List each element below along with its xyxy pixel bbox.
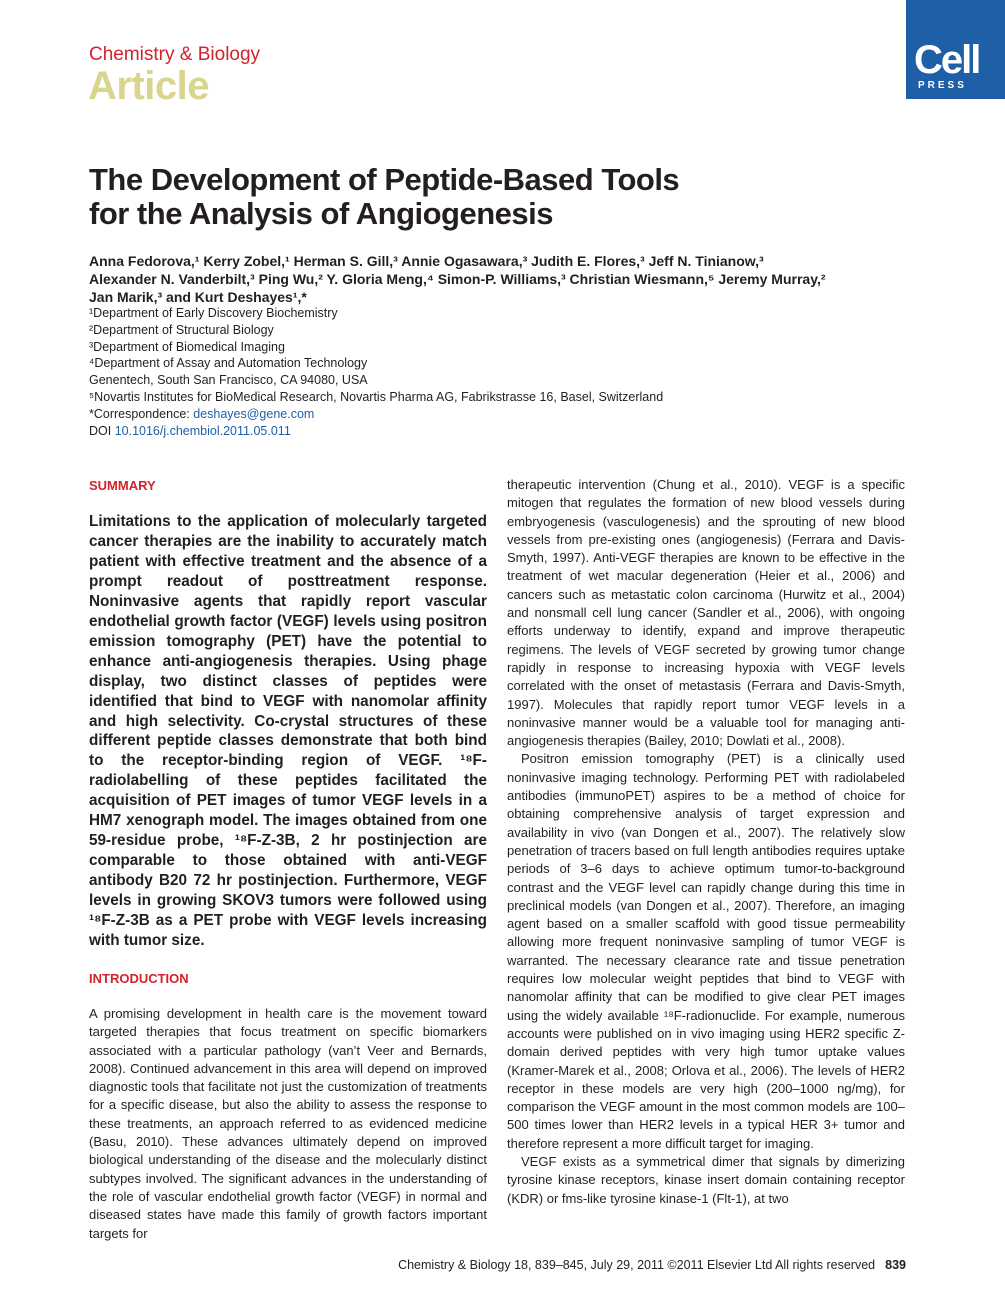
affiliation-2: ²Department of Structural Biology — [89, 322, 274, 337]
correspondence — [89, 406, 909, 423]
affiliation-address: Genentech, South San Francisco, CA 94080, USA — [89, 373, 368, 388]
page-number: 839 — [885, 1258, 906, 1272]
affiliations — [89, 305, 909, 439]
doi-link[interactable]: 10.1016/j.chembiol.2011.05.011 — [114, 423, 291, 438]
right-column — [507, 476, 905, 1208]
journal-name: Chemistry & Biology — [89, 44, 261, 65]
logo-main-text: Cell — [914, 38, 980, 82]
affiliation-4: ⁴Department of Assay and Automation Technology — [89, 356, 368, 371]
paper-title — [89, 163, 849, 231]
footer-citation: Chemistry & Biology 18, 839–845, July 29, 2011 ©2011 Elsevier Ltd All rights reserved — [398, 1258, 876, 1272]
right-paragraph-1: therapeutic intervention (Chung et al., 2010). VEGF is a specific mitogen that regulates the formation of new blood vessels during embryogenesis (vasculogenesis) and the sprouting of new blood vessels from pre-existing ones (angiogenesis) (Ferrara and Davis-Smyth, 1997). Anti-VEGF therapies are known to be effective in the treatment of wet macular degeneration (Heier et al., 2006) and cancers such as metastatic colon carcinoma (Hurwitz et al., 2004) and nonsmall cell lung cancer (Sandler et al., 2006), with ongoing efforts underway to identify, expand and improve therapeutic regimens. The levels of VEGF secreted by growing tumor change rapidly in response to increasing hypoxia with VEGF levels correlated with the onset of metastasis (Ferrara and Davis-Smyth, 1997). Molecules that rapidly report tumor VEGF levels in a noninvasive manner would be a valuable tool for managing anti-angiogenesis therapies (Bailey, 2010; Dowlati et al., 2008). — [507, 477, 905, 749]
page-footer — [89, 1258, 906, 1272]
correspondence-label: *Correspondence: — [89, 406, 194, 421]
author-line-1: Anna Fedorova,¹ Kerry Zobel,¹ Herman S. Gill,³ Annie Ogasawara,³ Judith E. Flores,³ Jeff N. Tinianow,³ — [89, 253, 764, 269]
correspondence-email-link[interactable]: deshayes@gene.com — [193, 406, 315, 421]
affiliation-5: ⁵Novartis Institutes for BioMedical Research, Novartis Pharma AG, Fabrikstrasse 16, Basel, Switzerland — [89, 389, 664, 404]
summary-text: Limitations to the application of molecularly targeted cancer therapies are the inability to accurately match patient with effective treatment and the absence of a prompt readout of posttreatment response. Noninvasive agents that rapidly report vascular endothelial growth factor (VEGF) levels using positron emission tomography (PET) have the potential to enhance anti-angiogenesis therapies. Using phage display, two distinct classes of peptides were identified that bind to VEGF with nanomolar affinity and high selectivity. Co-crystal structures of these different peptide classes demonstrate that both bind to the receptor-binding region of VEGF. ¹⁸F-radiolabelling of these peptides facilitated the acquisition of PET images of tumor VEGF levels in a HM7 xenograph model. The images obtained from one 59-residue probe, ¹⁸F-Z-3B, 2 hr postinjection are comparable to those obtained with anti-VEGF antibody B20 72 hr postinjection. Furthermore, VEGF levels in growing SKOV3 tumors were followed using ¹⁸F-Z-3B as a PET probe with VEGF levels increasing with tumor size. — [89, 513, 487, 950]
title-line-2: for the Analysis of Angiogenesis — [89, 196, 554, 231]
right-paragraph-3: VEGF exists as a symmetrical dimer that signals by dimerizing tyrosine kinase receptors, kinase insert domain containing receptor (KDR) or fms-like tyrosine kinase-1 (Flt-1), at two — [507, 1153, 905, 1206]
summary-heading: SUMMARY — [89, 478, 156, 493]
author-line-3: Jan Marik,³ and Kurt Deshayes¹,* — [89, 289, 307, 305]
doi-label: DOI — [89, 423, 115, 438]
doi — [89, 423, 909, 440]
article-type: Article — [88, 64, 209, 108]
introduction-heading: INTRODUCTION — [89, 971, 189, 986]
author-line-2: Alexander N. Vanderbilt,³ Ping Wu,² Y. Gloria Meng,⁴ Simon-P. Williams,³ Christian Wiesmann,⁵ Jeremy Murray,² — [89, 271, 826, 287]
introduction-text: A promising development in health care is the movement toward targeted therapies that focus treatment on specific biomarkers associated with a particular pathology (van’t Veer and Bernards, 2008). Continued advancement in this area will depend on improved diagnostic tools that facilitate not just the customization of treatments for a specific disease, but also the ability to assess the response to these treatments, an approach referred to as evidenced medicine (Basu, 2010). These advances ultimately depend on improved biological understanding of the disease and the molecularly distinct subtypes involved. The significant advances in the understanding of the role of vascular endothelial growth factor (VEGF) in normal and diseased states have made this family of growth factors important targets for — [89, 1006, 487, 1241]
logo-sub-text: PRESS — [918, 80, 967, 91]
affiliation-1: ¹Department of Early Discovery Biochemistry — [89, 306, 338, 320]
author-list — [89, 252, 909, 306]
cell-press-logo — [906, 0, 1005, 99]
right-paragraph-2: Positron emission tomography (PET) is a clinically used noninvasive imaging technology. Performing PET with radiolabeled antibodies (immunoPET) aspires to be a method of choice for obtaining comprehensive analysis of target expression and availability in vivo (van Dongen et al., 2007). The relatively slow penetration of tracers based on full length antibodies requires uptake periods of 3–6 days to achieve optimum tumor-to-background contrast and the VEGF level can rapidly change during this time in preclinical models (van Dongen et al., 2007). Therefore, an imaging agent based on a smaller scaffold with good tissue permeability allowing more frequent noninvasive sampling of tumor VEGF is warranted. The necessary clearance rate and tissue penetration requires low molecular weight peptides that bind to VEGF with nanomolar affinity that can be modified to give clear PET images using the widely available ¹⁸F-radionuclide. For example, numerous accounts were published on in vivo imaging using HER2 specific Z-domain derived peptides with very high tumor uptake values (Kramer-Marek et al., 2008; Orlova et al., 2006). The levels of HER2 receptor in these models are very high (200–1000 ng/mg), for comparison the VEGF amount in the most common models are 100–500 times lower than HER2 levels in a typical HER 3+ tumor and therefore represent a more difficult target for imaging. — [507, 751, 905, 1151]
affiliation-3: ³Department of Biomedical Imaging — [89, 339, 285, 354]
title-line-1: The Development of Peptide-Based Tools — [89, 162, 680, 197]
